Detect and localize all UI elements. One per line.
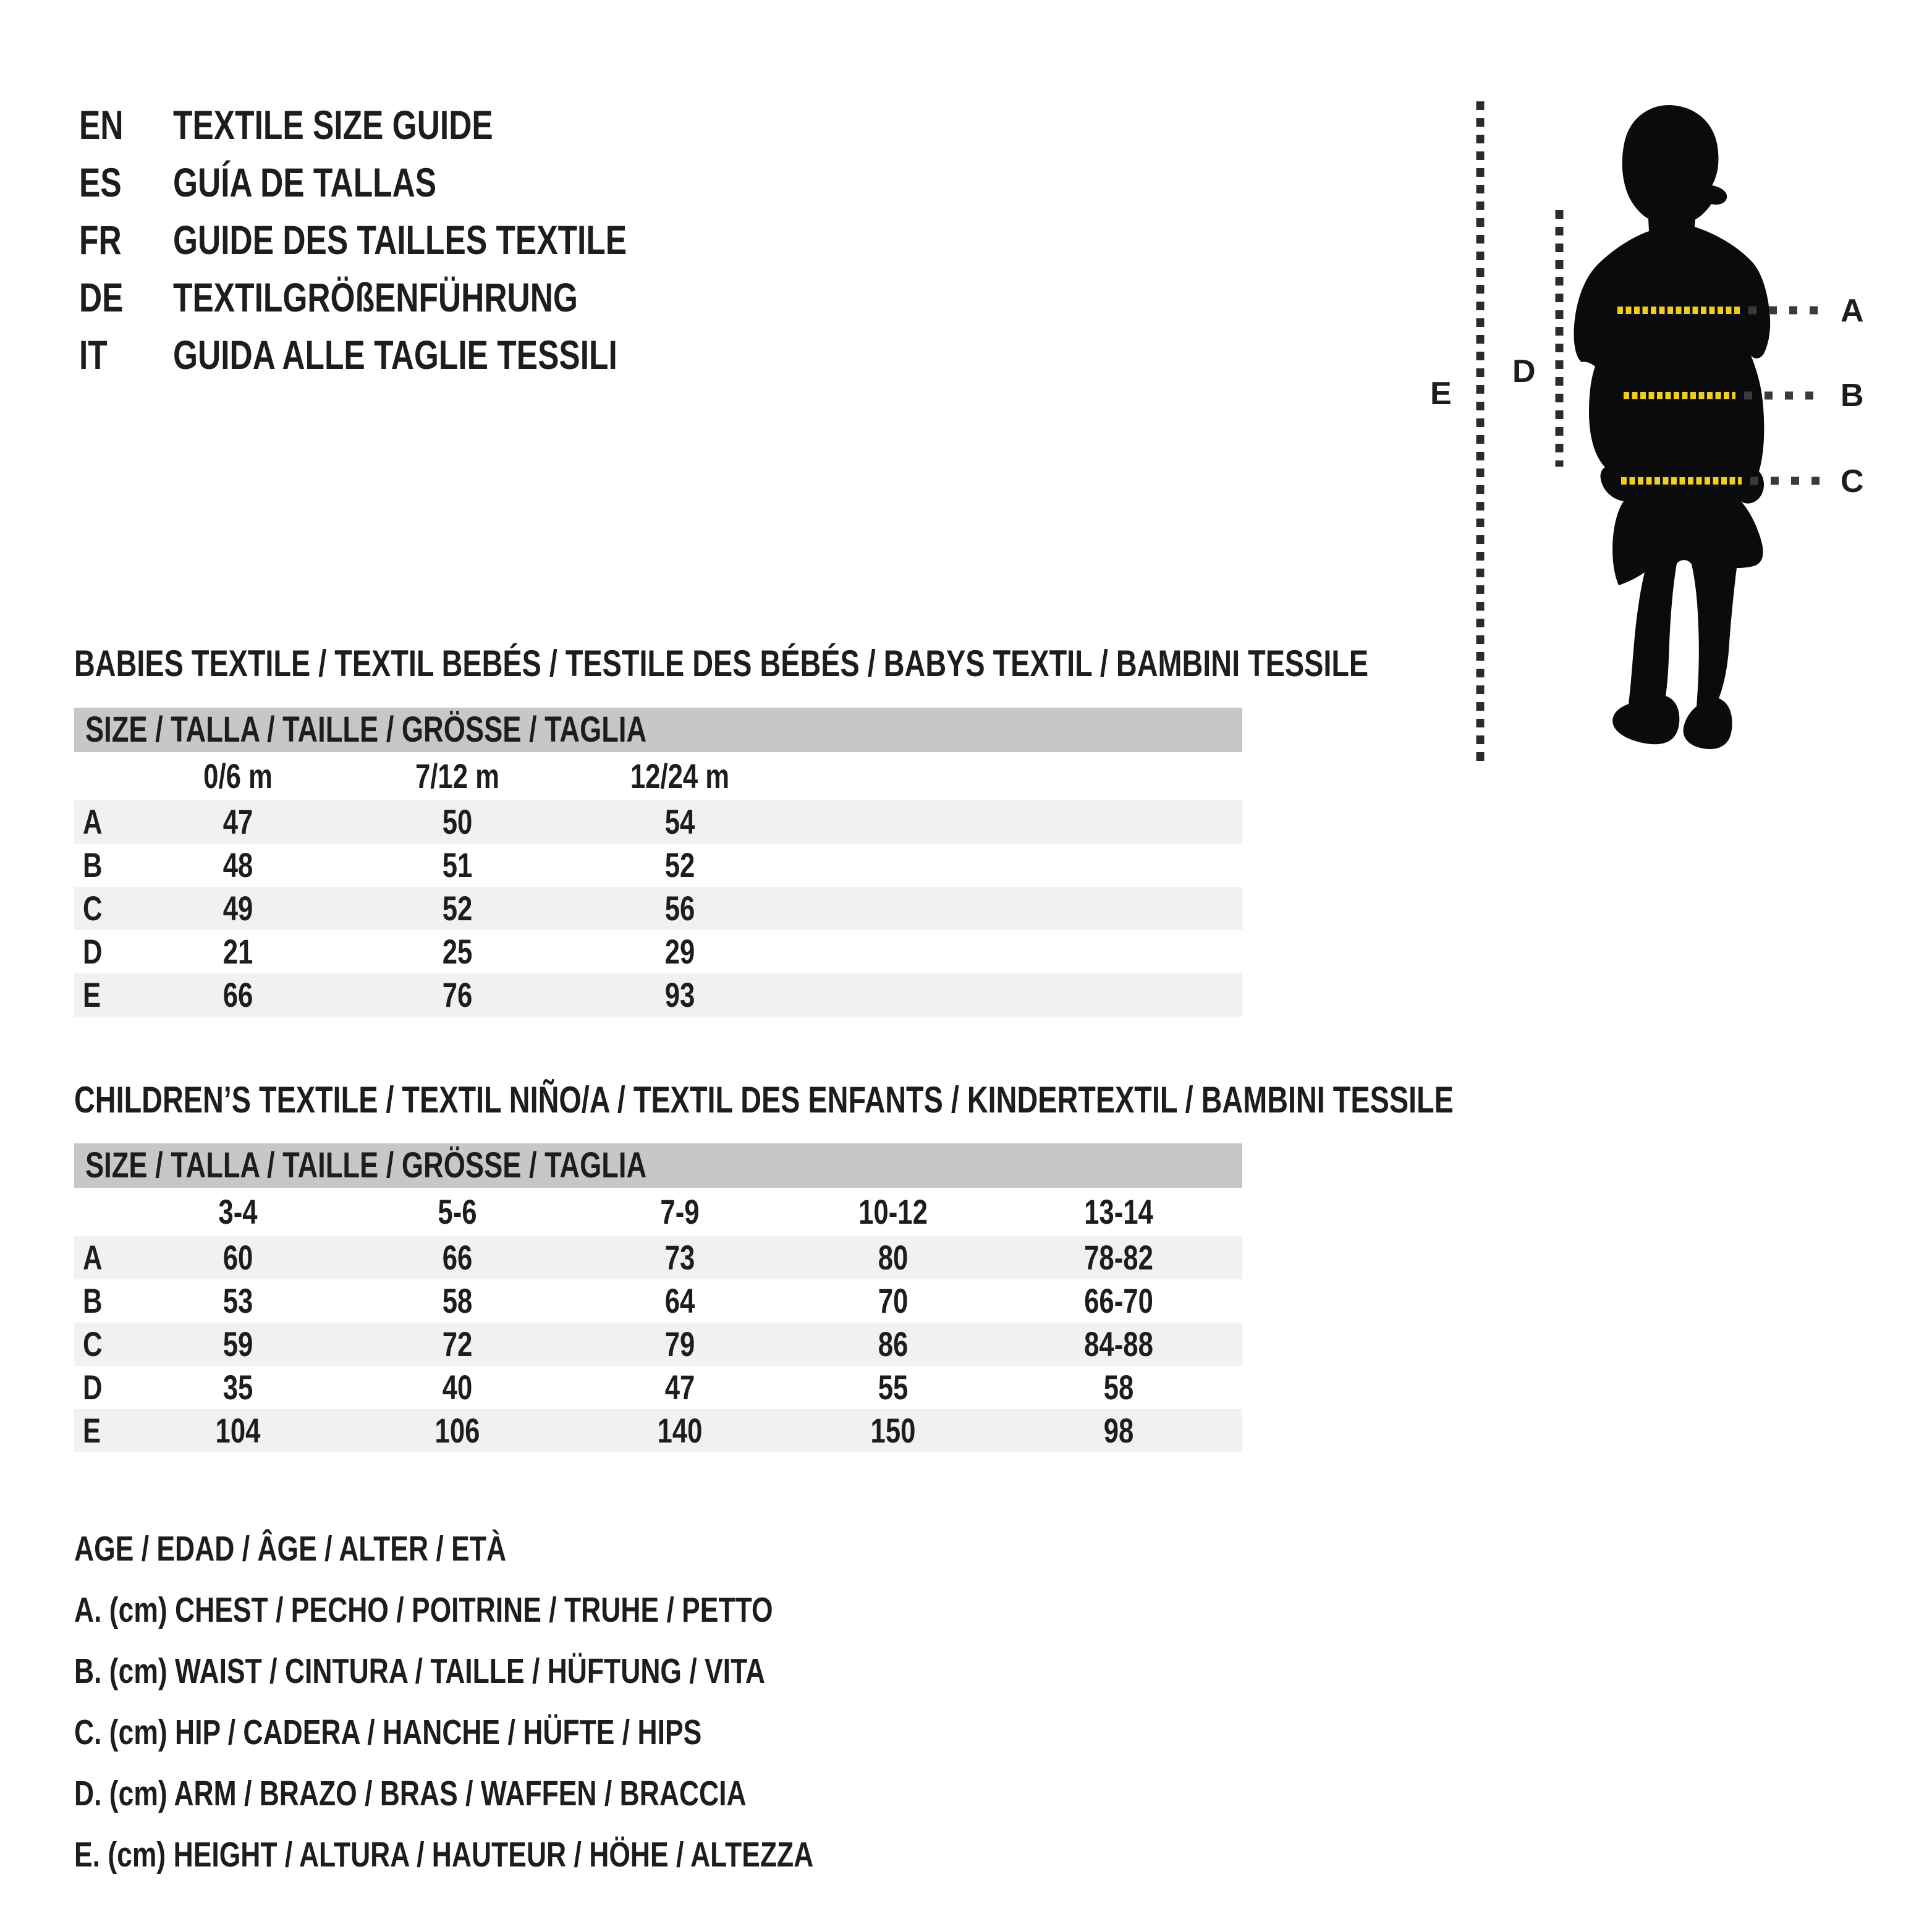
legend-chest: A. (cm) CHEST / PECHO / POITRINE / TRUHE / PETTO — [74, 1590, 773, 1630]
children-section-heading: CHILDREN’S TEXTILE / TEXTIL NIÑO/A / TEXTIL DES ENFANTS / KINDERTEXTIL / BAMBINI TESSILE — [74, 1079, 1454, 1121]
lang-row-es — [79, 154, 1006, 211]
lang-title-es: GUÍA DE TALLAS — [173, 159, 437, 205]
legend-waist: B. (cm) WAIST / CINTURA / TAILLE / HÜFTUNG / VITA — [74, 1651, 766, 1691]
lang-code-fr: FR — [79, 217, 122, 263]
lang-row-de — [79, 269, 1006, 326]
figure-label-b: B — [1841, 378, 1864, 413]
lang-code-de: DE — [79, 274, 124, 320]
lang-code-en: EN — [79, 102, 124, 148]
legend-arm: D. (cm) ARM / BRAZO / BRAS / WAFFEN / BRACCIA — [74, 1774, 747, 1813]
table-row: A 60 66 73 80 78-82 — [74, 1236, 1242, 1279]
table-row: D 35 40 47 55 58 — [83, 1368, 1134, 1407]
table-row: B 48 51 52 — [83, 845, 695, 884]
children-col-7-9: 7-9 — [660, 1192, 700, 1231]
children-size-table — [74, 1143, 1242, 1452]
lang-row-it — [79, 326, 1006, 384]
table-row: E 104 106 140 150 98 — [74, 1409, 1242, 1452]
babies-col-0-6m: 0/6 m — [203, 756, 273, 795]
babies-column-headers — [74, 752, 1242, 800]
figure-label-d: D — [1512, 354, 1536, 389]
table-row: B 53 58 64 70 66-70 — [83, 1281, 1153, 1320]
legend-age: AGE / EDAD / ÂGE / ALTER / ETÀ — [74, 1529, 507, 1569]
babies-size-table — [74, 708, 1242, 1017]
table-row: D 21 25 29 — [83, 932, 695, 971]
lang-code-it: IT — [79, 332, 108, 378]
table-row: E 66 76 93 — [74, 973, 1242, 1017]
children-col-10-12: 10-12 — [858, 1192, 928, 1231]
babies-col-12-24m: 12/24 m — [630, 756, 730, 795]
legend-hip: C. (cm) HIP / CADERA / HANCHE / HÜFTE / HIPS — [74, 1713, 702, 1752]
figure-label-e: E — [1430, 376, 1452, 412]
lang-title-en: TEXTILE SIZE GUIDE — [173, 102, 493, 148]
lang-code-es: ES — [79, 159, 122, 205]
table-row: C 59 72 79 86 84-88 — [74, 1323, 1242, 1366]
lang-title-de: TEXTILGRÖßENFÜHRUNG — [173, 274, 578, 320]
figure-label-a: A — [1841, 293, 1864, 329]
language-title-list — [79, 96, 1006, 384]
legend-height: E. (cm) HEIGHT / ALTURA / HAUTEUR / HÖHE / ALTEZZA — [74, 1835, 814, 1875]
children-size-header-bar: SIZE / TALLA / TAILLE / GRÖSSE / TAGLIA — [74, 1143, 1242, 1188]
figure-label-c: C — [1841, 464, 1864, 499]
babies-section-heading: BABIES TEXTILE / TEXTIL BEBÉS / TESTILE DES BÉBÉS / BABYS TEXTIL / BAMBINI TESSILE — [74, 643, 1369, 684]
babies-col-7-12m: 7/12 m — [415, 756, 499, 795]
lang-row-fr — [79, 211, 1006, 269]
measurement-legend — [74, 1519, 1125, 1886]
lang-title-it: GUIDA ALLE TAGLIE TESSILI — [173, 332, 617, 378]
children-col-3-4: 3-4 — [218, 1192, 258, 1231]
lang-row-en — [79, 96, 1006, 154]
children-column-headers — [74, 1188, 1242, 1236]
children-col-13-14: 13-14 — [1084, 1192, 1153, 1231]
babies-size-header-bar: SIZE / TALLA / TAILLE / GRÖSSE / TAGLIA — [74, 708, 1242, 752]
table-row: C 49 52 56 — [74, 887, 1242, 930]
lang-title-fr: GUIDE DES TAILLES TEXTILE — [173, 217, 627, 263]
children-col-5-6: 5-6 — [438, 1192, 477, 1231]
table-row: A 47 50 54 — [74, 800, 1242, 844]
